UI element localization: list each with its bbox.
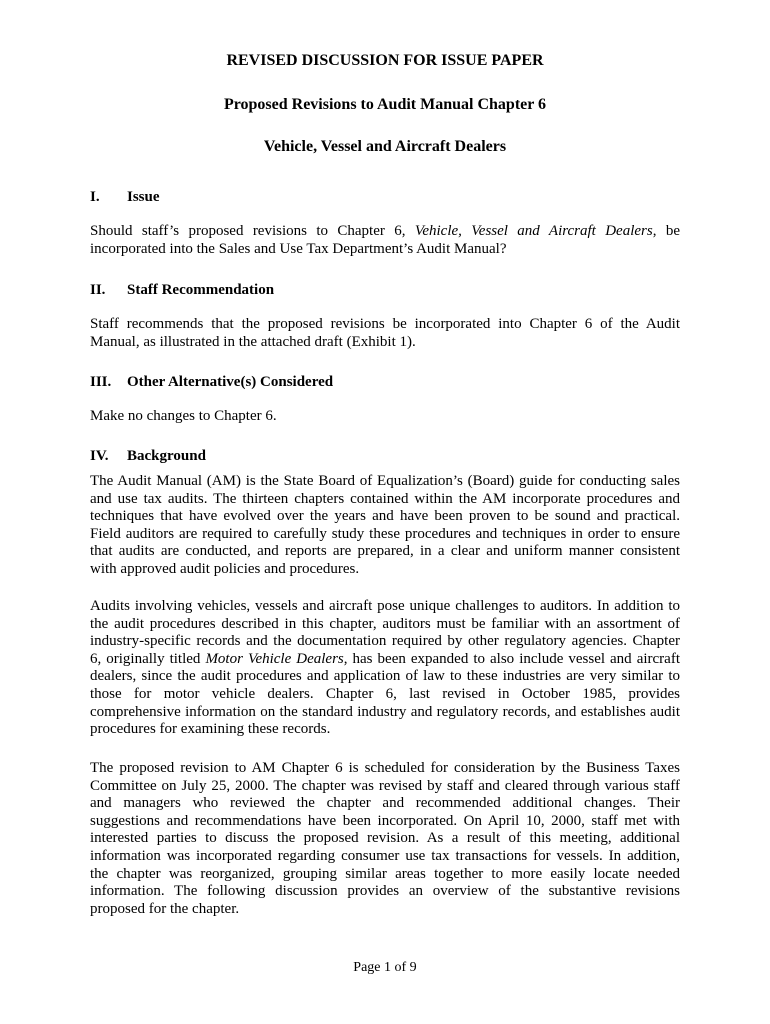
text-line [90,334,680,352]
text-segment: those for motor vehicle dealers. Chapter 6, last revised in October 1985, provides [90,685,680,702]
text-segment: Committee on July 25, 2000. The chapter was revised by staff and cleared through various staff [90,777,680,794]
section-heading [90,282,274,299]
text-line [90,668,680,686]
text-segment: procedures for examining these records. [90,721,331,738]
text-line [90,408,680,426]
text-line [90,526,680,544]
section-number: III. [90,374,112,390]
text-segment: Staff recommends that the proposed revisions be incorporated into Chapter 6 of the Audit [90,316,680,332]
page-number: Page 1 of 9 [353,960,417,975]
text-line [90,491,680,509]
document-subtitle: Proposed Revisions to Audit Manual Chapter 6 [223,96,547,113]
text-segment: and managers who reviewed the chapter and recommended additional changes. Their [90,795,680,812]
text-segment: the chapter was reorganized, grouping similar areas together to more easily locate needed [90,865,680,882]
text-segment: and use tax audits. The thirteen chapters contained within the AM incorporate procedures and [90,490,680,507]
text-segment: incorporated into the Sales and Use Tax Department’s Audit Manual? [90,240,507,257]
text-segment: , be [652,223,680,239]
text-line [90,561,680,579]
text-line [90,778,680,796]
text-line [90,704,680,722]
text-line [90,241,680,259]
paragraph [90,316,680,351]
text-segment: , has been expanded to also include vessel and aircraft [343,650,680,667]
text-line [90,686,680,704]
section-heading [90,448,206,465]
text-segment: interested parties to discuss the proposed revision. As a result of this meeting, additional [90,830,680,847]
text-line [90,633,680,651]
text-line [90,316,680,334]
paragraph [90,598,680,739]
text-segment: comprehensive information on the standard industry and regulatory records, and establishes audit [90,703,680,720]
text-segment: Manual, as illustrated in the attached draft (Exhibit 1). [90,333,416,350]
paragraph [90,760,680,918]
text-segment: Make no changes to Chapter 6. [90,408,277,424]
text-segment: with approved audit policies and procedures. [90,560,360,577]
text-segment: dealers, since the audit procedures and application of law to these industries are very similar to [90,668,680,685]
text-line [90,651,680,669]
text-line [90,813,680,831]
paragraph [90,408,680,426]
text-segment: The Audit Manual (AM) is the State Board of Equalization’s (Board) guide for conducting sales [90,473,680,489]
text-segment: proposed for the chapter. [90,900,240,917]
text-line [90,473,680,491]
text-segment: The proposed revision to AM Chapter 6 is scheduled for consideration by the Business Taxes [90,760,680,776]
text-line [90,543,680,561]
text-line [90,721,680,739]
text-line [90,848,680,866]
text-line [90,830,680,848]
section-title: Other Alternative(s) Considered [127,374,334,390]
text-line [90,901,680,919]
text-line [90,508,680,526]
text-line [90,795,680,813]
text-segment: that audits are conducted, and reports are prepared, in a clear and uniform manner consistent [90,543,680,560]
text-segment: techniques that have evolved over the years and have been proven to be sound and practical. [90,508,680,525]
text-line [90,866,680,884]
text-segment: industry-specific records and the documentation required by other regulatory agencies. Chapter [90,633,680,650]
section-number: I. [90,189,100,205]
paragraph [90,473,680,579]
text-segment: information was incorporated regarding consumer use tax transactions for vessels. In addition, [90,847,680,864]
text-segment: the audit procedures described in this chapter, auditors must be familiar with an assortment of [90,615,680,632]
section-number: IV. [90,448,109,464]
text-line [90,616,680,634]
document-title: REVISED DISCUSSION FOR ISSUE PAPER [226,52,544,69]
section-number: II. [90,282,106,298]
italic-title: Motor Vehicle Dealers [205,650,344,667]
section-heading [90,189,160,206]
section-title: Staff Recommendation [127,282,275,298]
text-segment: suggestions and recommendations have been incorporated. On April 10, 2000, staff met with [90,812,680,829]
text-segment: 6, originally titled [90,650,206,667]
section-heading [90,374,333,391]
section-title: Issue [127,189,160,205]
text-line [90,883,680,901]
text-line [90,223,680,241]
document-subtitle-2: Vehicle, Vessel and Aircraft Dealers [263,138,507,155]
text-segment: Should staff’s proposed revisions to Chapter 6, [90,223,415,239]
text-segment: Audits involving vehicles, vessels and aircraft pose unique challenges to auditors. In addition to [90,598,680,614]
italic-title: Vehicle, Vessel and Aircraft Dealers [414,223,653,239]
text-line [90,760,680,778]
paragraph [90,223,680,258]
text-line [90,598,680,616]
section-title: Background [127,448,206,464]
text-segment: information. The following discussion provides an overview of the substantive revisions [90,883,680,900]
text-segment: Field auditors are required to carefully study these procedures and techniques in order to ensure [90,525,680,542]
